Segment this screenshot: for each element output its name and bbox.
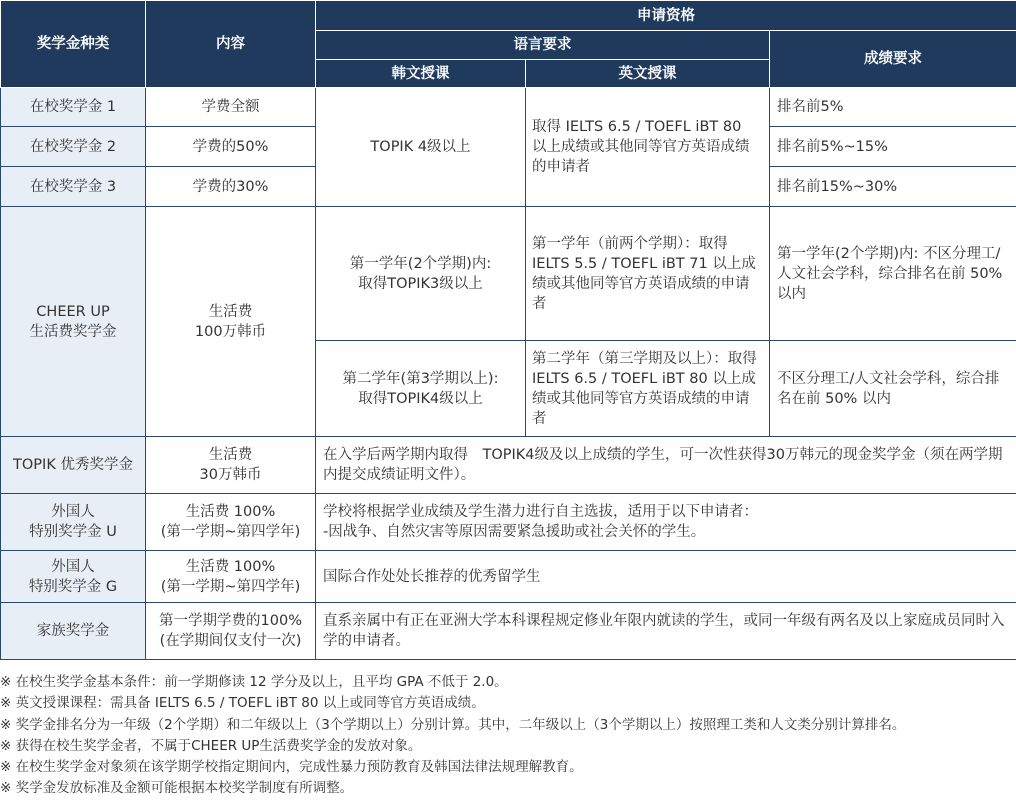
content-line: (第一学期~第四学年) [160, 524, 301, 540]
korean-course-req: TOPIK 4级以上 [316, 88, 526, 207]
eligibility-req [316, 494, 1016, 551]
scholarship-content: 学费的30% [146, 167, 316, 207]
name-line: CHEER UP [36, 303, 110, 320]
content-line: (在学期间仅支付一次) [159, 633, 302, 649]
scholarship-name: 在校奖学金 2 [1, 127, 146, 167]
header-language-req: 语言要求 [316, 31, 770, 60]
scholarship-name: 家族奖学金 [1, 603, 146, 660]
content-line: 生活费 100% [185, 558, 276, 575]
table-row [1, 551, 1016, 603]
name-line: 特别奖学金 G [28, 578, 118, 595]
content-line: 30万韩币 [199, 467, 262, 483]
footnote: ※ 在校生奖学金基本条件：前一学期修读 12 学分及以上，且平均 GPA 不低于 2.0。 [0, 674, 508, 690]
req-line: 第一学年(2个学期)内: [349, 255, 492, 272]
req-line: -因战争、自然灾害等原因需要紧急援助或社会关怀的学生。 [323, 524, 706, 540]
eligibility-req: 国际合作处处长推荐的优秀留学生 [316, 551, 1016, 603]
content-line: 生活费 [208, 447, 253, 463]
scholarship-name: 在校奖学金 3 [1, 167, 146, 207]
header-grade-req: 成绩要求 [770, 31, 1016, 88]
english-course-req: 第二学年（第三学期及以上）：取得 IELTS 6.5 / TOEFL iBT 80 以上成绩或其他同等官方英语成绩的申请者 [526, 341, 770, 437]
scholarship-name [1, 551, 146, 603]
content-line: (第一学期~第四学年) [160, 578, 301, 595]
footnotes [0, 672, 1016, 800]
scholarship-content [146, 494, 316, 551]
scholarship-name: TOPIK 优秀奖学金 [1, 437, 146, 494]
scholarship-name [1, 494, 146, 551]
req-line: 学校将根据学业成绩及学生潜力进行自主选拔，适用于以下申请者： [323, 504, 758, 520]
korean-course-req [316, 341, 526, 437]
scholarship-content [146, 207, 316, 437]
table-row [1, 494, 1016, 551]
footnote: ※ 英文授课课程：需具备 IELTS 6.5 / TOEFL iBT 80 以上或同等官方英语成绩。 [0, 695, 485, 712]
header-eligibility: 申请资格 [316, 1, 1016, 31]
scholarship-content [146, 603, 316, 660]
scholarship-content: 学费全额 [146, 88, 316, 127]
content-line: 生活费 [208, 303, 253, 320]
grade-req: 第一学年(2个学期)内: 不区分理工/人文社会学科，综合排名在前 50% 以内 [770, 207, 1016, 341]
grade-req: 排名前5% [770, 88, 1016, 127]
content-line: 第一学期学费的100% [159, 613, 302, 629]
grade-req: 不区分理工/人文社会学科，综合排名在前 50% 以内 [770, 341, 1016, 437]
eligibility-req: 在入学后两学期内取得 TOPIK4级及以上成绩的学生，可一次性获得30万韩元的现金奖学金（须在两学期内提交成绩证明文件）。 [316, 437, 1016, 494]
scholarship-name: 在校奖学金 1 [1, 88, 146, 127]
grade-req: 排名前5%~15% [770, 127, 1016, 167]
req-line: 取得TOPIK3级以上 [358, 275, 483, 292]
footnote: ※ 在校生奖学金对象须在该学期学校指定期间内，完成性暴力预防教育及韩国法律法规理解教育。 [0, 759, 583, 776]
name-line: 外国人 [51, 504, 95, 520]
scholarship-content: 学费的50% [146, 127, 316, 167]
scholarship-name [1, 207, 146, 437]
content-line: 生活费 100% [185, 504, 276, 520]
scholarship-content [146, 437, 316, 494]
footnote: ※ 奖学金发放标准及金额可能根据本校奖学制度有所调整。 [0, 780, 354, 797]
name-line: 生活费奖学金 [29, 323, 117, 340]
header-english-course: 英文授课 [526, 60, 770, 88]
grade-req: 排名前15%~30% [770, 167, 1016, 207]
table-row [1, 437, 1016, 494]
header-scholarship-type: 奖学金种类 [1, 1, 146, 88]
scholarship-content [146, 551, 316, 603]
header-content: 内容 [146, 1, 316, 88]
content-line: 100万韩币 [194, 323, 267, 340]
table-row [1, 603, 1016, 660]
table-row [1, 88, 1016, 127]
english-course-req: 第一学年（前两个学期）：取得 IELTS 5.5 / TOEFL iBT 71 以上成绩或其他同等官方英语成绩的申请者 [526, 207, 770, 341]
name-line: 特别奖学金 U [29, 524, 117, 540]
header-korean-course: 韩文授课 [316, 60, 526, 88]
eligibility-req: 直系亲属中有正在亚洲大学本科课程规定修业年限内就读的学生，或同一年级有两名及以上家庭成员同时入学的申请者。 [316, 603, 1016, 660]
table-row [1, 207, 1016, 341]
name-line: 外国人 [51, 558, 95, 575]
req-line: 第二学年(第3学期以上): [342, 370, 499, 387]
footnote: ※ 获得在校生奖学金者，不属于CHEER UP生活费奖学金的发放对象。 [0, 737, 422, 754]
english-course-req: 取得 IELTS 6.5 / TOEFL iBT 80 以上成绩或其他同等官方英语成绩的申请者 [526, 88, 770, 207]
korean-course-req [316, 207, 526, 341]
footnote: ※ 奖学金排名分为一年级（2个学期）和二年级以上（3个学期以上）分别计算。其中，二年级以上（3个学期以上）按照理工类和人文类分别计算排名。 [0, 716, 906, 733]
req-line: 取得TOPIK4级以上 [358, 390, 483, 407]
